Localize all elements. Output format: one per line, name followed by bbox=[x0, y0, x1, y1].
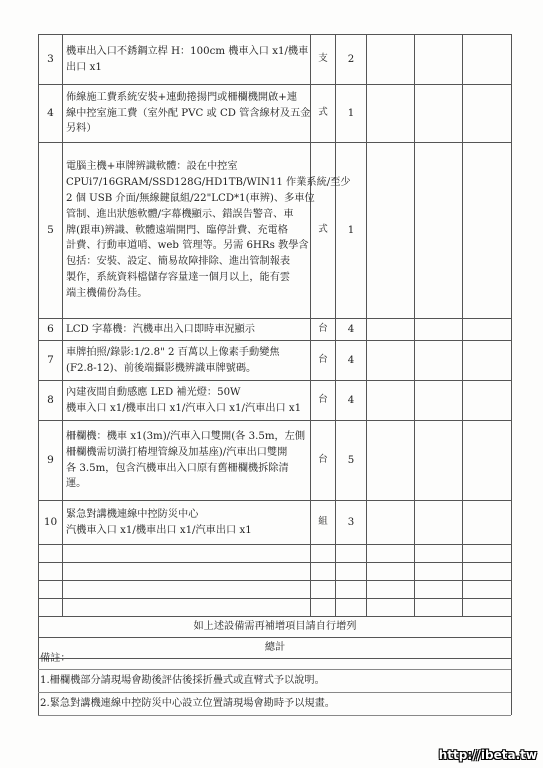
table-row bbox=[39, 143, 512, 319]
unit-price-cell bbox=[367, 35, 415, 85]
note-cell bbox=[463, 341, 512, 381]
table-row bbox=[39, 35, 512, 85]
item-description: 柵欄機：機車 x1(3m)/汽車入口雙開(各 3.5m，左側 柵欄機需切潢打樁埋管線及加基座)/汽車出口雙開 各 3.5m，包含汽機車出入口原有舊柵欄機拆除清 運。 bbox=[63, 421, 311, 501]
remarks-title: 備註： bbox=[38, 649, 511, 670]
item-description: 緊急對講機連線中控防災中心 汽機車入口 x1/機車出口 x1/汽車出口 x1 bbox=[63, 501, 311, 545]
item-quantity: 4 bbox=[336, 319, 367, 341]
amount-cell bbox=[415, 501, 463, 545]
unit-price-cell bbox=[367, 381, 415, 421]
item-unit: 台 bbox=[311, 319, 336, 341]
unit-price-cell bbox=[367, 501, 415, 545]
amount-cell bbox=[415, 35, 463, 85]
item-number: 10 bbox=[39, 501, 63, 545]
item-number: 5 bbox=[39, 143, 63, 319]
note-cell bbox=[463, 85, 512, 143]
item-number: 8 bbox=[39, 381, 63, 421]
item-quantity: 4 bbox=[336, 341, 367, 381]
item-number: 7 bbox=[39, 341, 63, 381]
item-number: 9 bbox=[39, 421, 63, 501]
note-cell bbox=[463, 421, 512, 501]
remarks-right-border bbox=[511, 649, 512, 715]
item-unit: 台 bbox=[311, 341, 336, 381]
blank-row bbox=[39, 581, 512, 599]
note-cell bbox=[463, 319, 512, 341]
unit-price-cell bbox=[367, 143, 415, 319]
table-row bbox=[39, 421, 512, 501]
item-quantity: 2 bbox=[336, 35, 367, 85]
unit-price-cell bbox=[367, 421, 415, 501]
item-description: 車牌拍照/錄影:1/2.8" 2 百萬以上像素手動變焦 (F2.8-12)、前後端攝影機辨識車牌號碼。 bbox=[63, 341, 311, 381]
amount-cell bbox=[415, 85, 463, 143]
item-quantity: 1 bbox=[336, 85, 367, 143]
table-row bbox=[39, 319, 512, 341]
item-description: 佈線施工費系統安裝+連動捲揚門或柵欄機開啟+連 線中控室施工費（室外配 PVC 或 CD 管含線材及五金 另料） bbox=[63, 85, 311, 143]
item-description: 內建夜間自動感應 LED 補光燈：50W 機車入口 x1/機車出口 x1/汽車入口 x1/汽車出口 x1 bbox=[63, 381, 311, 421]
item-quantity: 4 bbox=[336, 381, 367, 421]
item-quantity: 5 bbox=[336, 421, 367, 501]
remark-item: 2.緊急對講機連線中控防災中心設立位置請現場會勘時予以規畫。 bbox=[38, 693, 511, 716]
item-number: 4 bbox=[39, 85, 63, 143]
item-unit: 式 bbox=[311, 85, 336, 143]
item-number: 3 bbox=[39, 35, 63, 85]
blank-row bbox=[39, 599, 512, 617]
amount-cell bbox=[415, 341, 463, 381]
item-number: 6 bbox=[39, 319, 63, 341]
amount-cell bbox=[415, 319, 463, 341]
table-row bbox=[39, 501, 512, 545]
item-quantity: 3 bbox=[336, 501, 367, 545]
item-description: 電腦主機+車牌辨識軟體：設在中控室 CPUi7/16GRAM/SSD128G/HD1TB/WIN11 作業系統/至少 2 個 USB 介面/無線鍵鼠組/22"LCD*1(車辨)、多車位 管制、進出狀態軟體/字幕機顯示、錯誤告警音、車 牌(跟車)辨識、軟體遠端開門、臨停計費、充電格 計費、行動車道哨、web 管理等。另需 6HRs 教學含 包括：安裝、設定、簡易故障排除、進出管制報表 製作，系統資料檔儲存容量達一個月以上，能有雲 端主機備份為佳。 bbox=[63, 143, 311, 319]
table-row bbox=[39, 341, 512, 381]
quotation-table bbox=[38, 34, 512, 659]
item-description: 機車出入口不銹鋼立桿 H：100cm 機車入口 x1/機車 出口 x1 bbox=[63, 35, 311, 85]
amount-cell bbox=[415, 421, 463, 501]
remarks-section bbox=[38, 649, 511, 716]
remark-item: 1.柵欄機部分請現場會勘後評估後採折疊式或直臂式予以說明。 bbox=[38, 670, 511, 693]
total-label: 總計 bbox=[39, 637, 512, 658]
unit-price-cell bbox=[367, 85, 415, 143]
blank-row bbox=[39, 563, 512, 581]
watermark: http://ibeta.tw bbox=[438, 748, 537, 762]
unit-price-cell bbox=[367, 341, 415, 381]
note-cell bbox=[463, 35, 512, 85]
item-unit: 組 bbox=[311, 501, 336, 545]
item-unit: 式 bbox=[311, 143, 336, 319]
note-cell bbox=[463, 381, 512, 421]
item-unit: 台 bbox=[311, 421, 336, 501]
item-unit: 台 bbox=[311, 381, 336, 421]
amount-cell bbox=[415, 381, 463, 421]
table-row bbox=[39, 381, 512, 421]
item-description: LCD 字幕機：汽機車出入口即時車況顯示 bbox=[63, 319, 311, 341]
footer-note: 如上述設備需再補增項目請自行增列 bbox=[39, 617, 512, 638]
item-quantity: 1 bbox=[336, 143, 367, 319]
note-cell bbox=[463, 143, 512, 319]
blank-row bbox=[39, 545, 512, 563]
amount-cell bbox=[415, 143, 463, 319]
unit-price-cell bbox=[367, 319, 415, 341]
footer-note-row bbox=[39, 617, 512, 638]
table-row bbox=[39, 85, 512, 143]
item-unit: 支 bbox=[311, 35, 336, 85]
note-cell bbox=[463, 501, 512, 545]
